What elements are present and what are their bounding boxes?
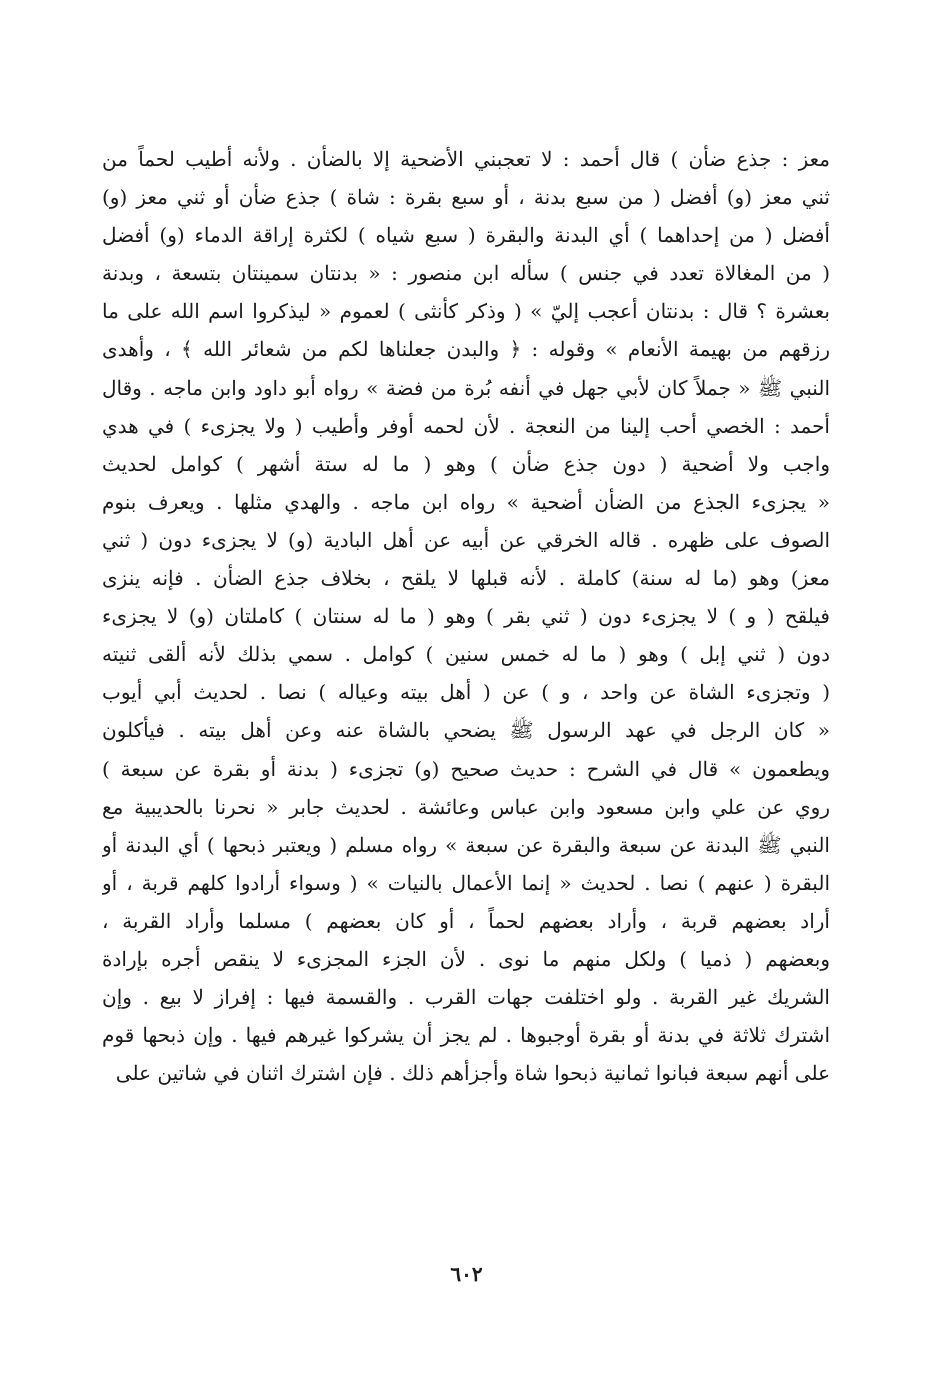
text-line: « كان الرجل في عهد الرسول ﷺ يضحي بالشاة عنه وعن أهل بيته . فيأكلون	[102, 718, 830, 743]
text-line: النبي ﷺ « جملاً كان لأبي جهل في أنفه بُرة من فضة » رواه أبو داود وابن ماجه . وقال	[102, 375, 830, 400]
text-line: البقرة ( عنهم ) نصا . لحديث « إنما الأعمال بالنيات » ( وسواء أرادوا كلهم قربة ، أو	[102, 870, 830, 895]
text-line: واجب ولا أضحية ( دون جذع ضأن ) وهو ( ما له ستة أشهر ) كوامل لحديث	[102, 451, 830, 476]
text-line: معز : جذع ضأن ) قال أحمد : لا تعجبني الأضحية إلا بالضأن . ولأنه أطيب لحماً من	[102, 147, 830, 171]
text-line: رزقهم من بهيمة الأنعام » وقوله : ﴿ والبدن جعلناها لكم من شعائر الله ﴾ ، وأهدى	[102, 337, 830, 362]
text-line: على أنهم سبعة فبانوا ثمانية ذبحوا شاة وأجزأهم ذلك . فإن اشترك اثنان في شاتين على	[115, 1061, 830, 1086]
text-line: الشريك غير القربة . ولو اختلفت جهات القرب . والقسمة فيها : إفراز لا بيع . وإن	[102, 985, 830, 1010]
text-line: دون ( ثني إبل ) وهو ( ما له خمس سنين ) كوامل . سمي بذلك لأنه ألقى ثنيته	[102, 642, 830, 667]
text-line: الصوف على ظهره . قاله الخرقي عن أبيه عن أهل البادية (و) لا يجزىء دون ( ثني	[102, 527, 830, 552]
text-line: بعشرة ؟ قال : بدنتان أعجب إليّ » ( وذكر كأنثى ) لعموم « ليذكروا اسم الله على ما	[102, 299, 830, 324]
body-text	[102, 140, 830, 1092]
text-line: ثني معز (و) أفضل ( من سبع بدنة ، أو سبع بقرة : شاة ) جذع ضأن أو ثني معز (و)	[102, 185, 830, 210]
text-line: ( من المغالاة تعدد في جنس ) سأله ابن منصور : « بدنتان سمينتان بتسعة ، وبدنة	[102, 261, 830, 286]
page-number: ٦٠٢	[450, 1262, 483, 1286]
text-line: أحمد : الخصي أحب إلينا من النعجة . لأن لحمه أوفر وأطيب ( ولا يجزىء ) في هدي	[102, 413, 830, 438]
text-line: « يجزىء الجذع من الضأن أضحية » رواه ابن ماجه . والهدي مثلها . ويعرف بنوم	[102, 489, 830, 514]
text-line: أراد بعضهم قربة ، وأراد بعضهم لحماً ، أو كان بعضهم ) مسلما وأراد القربة ،	[102, 908, 830, 933]
text-line: معز) وهو (ما له سنة) كاملة . لأنه قبلها لا يلقح ، بخلاف جذع الضأن . فإنه ينزى	[102, 566, 830, 591]
text-line: ( وتجزىء الشاة عن واحد ، و ) عن ( أهل بيته وعياله ) نصا . لحديث أبي أيوب	[102, 680, 830, 705]
text-line: أفضل ( من إحداهما ) أي البدنة والبقرة ( سبع شياه ) لكثرة إراقة الدماء (و) أفضل	[102, 223, 830, 248]
text-line: وبعضهم ( ذميا ) ولكل منهم ما نوى . لأن الجزء المجزىء لا ينقص أجره بإرادة	[102, 946, 830, 971]
text-line: فيلقح ( و ) لا يجزىء دون ( ثني بقر ) وهو ( ما له سنتان ) كاملتان (و) لا يجزىء	[102, 604, 830, 629]
text-line: النبي ﷺ البدنة عن سبعة والبقرة عن سبعة » رواه مسلم ( ويعتبر ذبحها ) أي البدنة أو	[102, 832, 830, 857]
text-line: ويطعمون » قال في الشرح : حديث صحيح (و) تجزىء ( بدنة أو بقرة عن سبعة )	[102, 756, 830, 781]
text-line: روي عن علي وابن مسعود وابن عباس وعائشة . لحديث جابر « نحرنا بالحديبية مع	[102, 794, 830, 819]
text-line: اشترك ثلاثة في بدنة أو بقرة أوجبوها . لم يجز أن يشركوا غيرهم فيها . وإن ذبحها قوم	[102, 1023, 830, 1048]
